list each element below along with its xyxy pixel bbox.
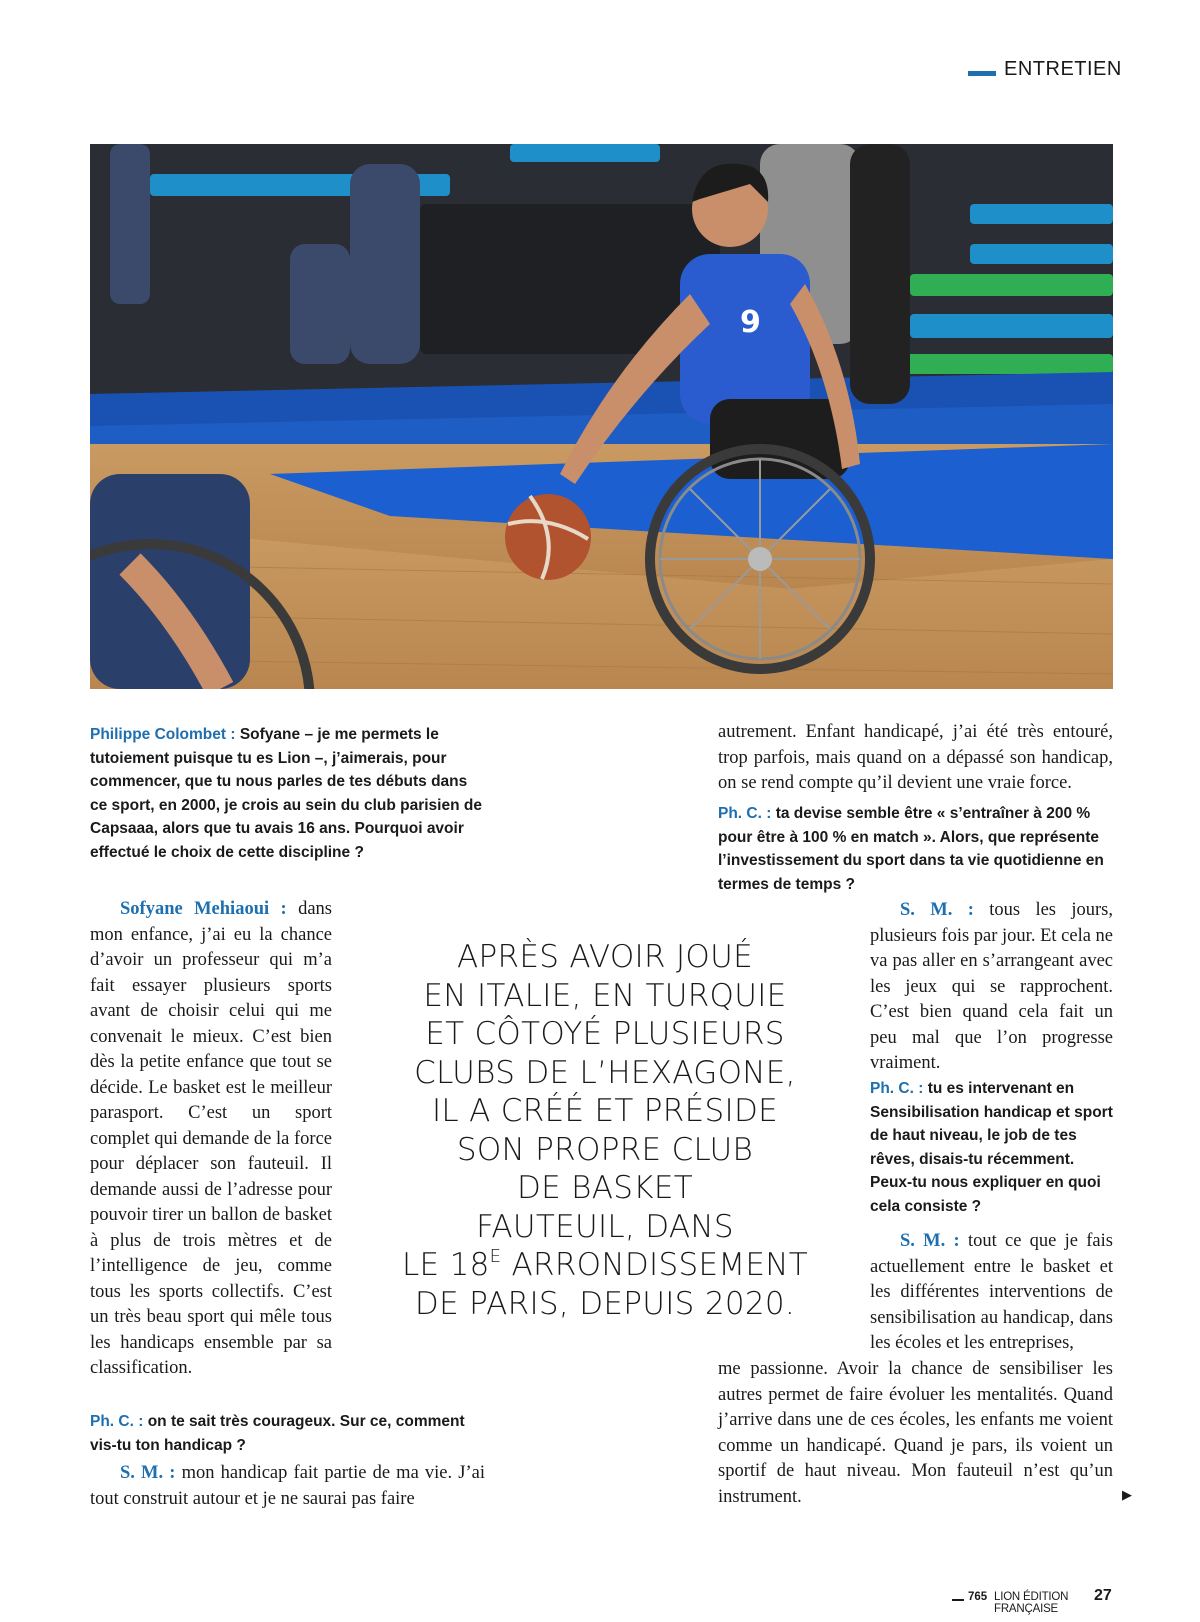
question-3-text: ta devise semble être « s’entraîner à 200 % pour être à 100 % en match ». Alors, que représente l’investissement du sport dans ta vie quotidienne en termes de temps ?	[718, 805, 1104, 893]
pull-quote-line: DE PARIS, DEPUIS 2020.	[414, 1285, 796, 1322]
question-3-speaker: Ph. C. :	[718, 805, 772, 822]
question-1-text: Sofyane – je me permets le tutoiement puisque tu es Lion –, j’aimerais, pour commencer, que tu nous parles de tes débuts dans ce sport, en 2000, je crois au sein du club parisien de Capsaaa, alors que tu avais 16 ans. Pourquoi avoir effectué le choix de cette discipline ?	[90, 726, 482, 861]
page-footer	[952, 1587, 1118, 1615]
pull-quote-line: DE BASKET	[516, 1170, 694, 1206]
pull-quote-line	[385, 1246, 825, 1285]
question-3	[718, 802, 1118, 896]
article-photo	[90, 144, 1113, 689]
section-header	[968, 58, 1122, 82]
pull-quote-line: APRÈS AVOIR JOUÉ	[457, 939, 753, 975]
question-1-speaker: Philippe Colombet :	[90, 726, 236, 743]
pull-quote-line-start: LE 18	[401, 1247, 490, 1283]
pull-quote	[385, 938, 825, 1323]
footer-dash	[952, 1599, 964, 1601]
pull-quote-line: FAUTEUIL, DANS	[476, 1208, 734, 1245]
pull-quote-line: ET CÔTOYÉ PLUSIEURS	[425, 1016, 785, 1052]
pull-quote-line: IL A CRÉÉ ET PRÉSIDE	[431, 1093, 779, 1129]
answer-4-text-start: tout ce que je fais actuellement entre le basket et les différentes interventions de sensibilisation au handicap, dans les écoles et les entreprises,	[870, 1231, 1113, 1353]
question-4-text: tu es intervenant en Sensibilisation handicap et sport de haut niveau, le job de tes rêves, disais-tu récemment. Peux-tu nous expliquer en quoi cela consiste ?	[870, 1080, 1113, 1215]
answer-1	[90, 897, 332, 1382]
pull-quote-line: CLUBS DE L’HEXAGONE,	[414, 1054, 796, 1091]
wheelchair-basketball-photo	[90, 144, 1113, 689]
answer-3	[870, 898, 1113, 1077]
answer-4-part-1	[870, 1229, 1113, 1357]
answer-2-part-2	[718, 720, 1113, 797]
question-4	[870, 1077, 1115, 1218]
section-label: ENTRETIEN	[1004, 58, 1122, 80]
answer-4-part-2	[718, 1357, 1113, 1510]
pull-quote-line-end: ARRONDISSEMENT	[501, 1247, 808, 1283]
continue-arrow-icon: ▶	[1122, 1488, 1132, 1503]
question-4-speaker: Ph. C. :	[870, 1080, 924, 1097]
question-2	[90, 1410, 485, 1457]
answer-2-text-start: mon handicap fait partie de ma vie. J’ai tout construit autour et je ne saurai pas faire	[90, 1463, 485, 1509]
jersey-number: 9	[740, 305, 761, 340]
page-number: 27	[1094, 1587, 1112, 1604]
answer-2-speaker: S. M. :	[120, 1463, 176, 1483]
header-accent-bar	[968, 71, 996, 76]
ordinal-superscript: E	[489, 1246, 502, 1267]
issue-number: 765	[968, 1591, 988, 1603]
answer-4-speaker: S. M. :	[900, 1231, 960, 1251]
answer-2-text-end: autrement. Enfant handicapé, j’ai été très entouré, trop parfois, mais quand on a dépassé son handicap, on se rend compte qu’il devient une vraie force.	[718, 722, 1113, 793]
answer-1-speaker: Sofyane Mehiaoui :	[120, 899, 287, 919]
question-2-text: on te sait très courageux. Sur ce, comment vis-tu ton handicap ?	[90, 1413, 465, 1454]
answer-1-text: dans mon enfance, j’ai eu la chance d’avoir un professeur qui m’a fait essayer plusieurs sports avant de choisir celui qui me convenait le mieux. C’est bien dès la petite enfance que tout se décide. Le basket est le meilleur parasport. C’est un sport complet qui demande de la force pour déplacer son fauteuil. Il demande aussi de l’adresse pour pouvoir tirer un ballon de basket à plus de trois mètres et de l’intelligence de jeu, comme tous les sports collectifs. C’est un très beau sport qui mêle tous les handicaps ensemble par sa classification.	[90, 899, 332, 1378]
magazine-name: LION ÉDITION FRANÇAISE	[994, 1591, 1069, 1615]
answer-4-text-end: me passionne. Avoir la chance de sensibiliser les autres permet de faire évoluer les mentalités. Quand j’arrive dans une de ces écoles, les enfants me voient comme un handicapé. Quand je pars, ils voient un sportif de haut niveau. Mon fauteuil n’est qu’un instrument.	[718, 1359, 1113, 1507]
answer-3-text: tous les jours, plusieurs fois par jour. Et cela ne va pas aller en s’arrangeant avec les jeux qui se rapprochent. C’est bien quand cela fait un peu mal que l’on progresse vraiment.	[870, 900, 1114, 1073]
pull-quote-line: EN ITALIE, EN TURQUIE	[423, 977, 787, 1014]
answer-3-speaker: S. M. :	[900, 900, 974, 920]
pull-quote-line: SON PROPRE CLUB	[456, 1131, 754, 1168]
answer-2-part-1	[90, 1461, 485, 1512]
question-2-speaker: Ph. C. :	[90, 1413, 144, 1430]
question-1	[90, 723, 485, 864]
